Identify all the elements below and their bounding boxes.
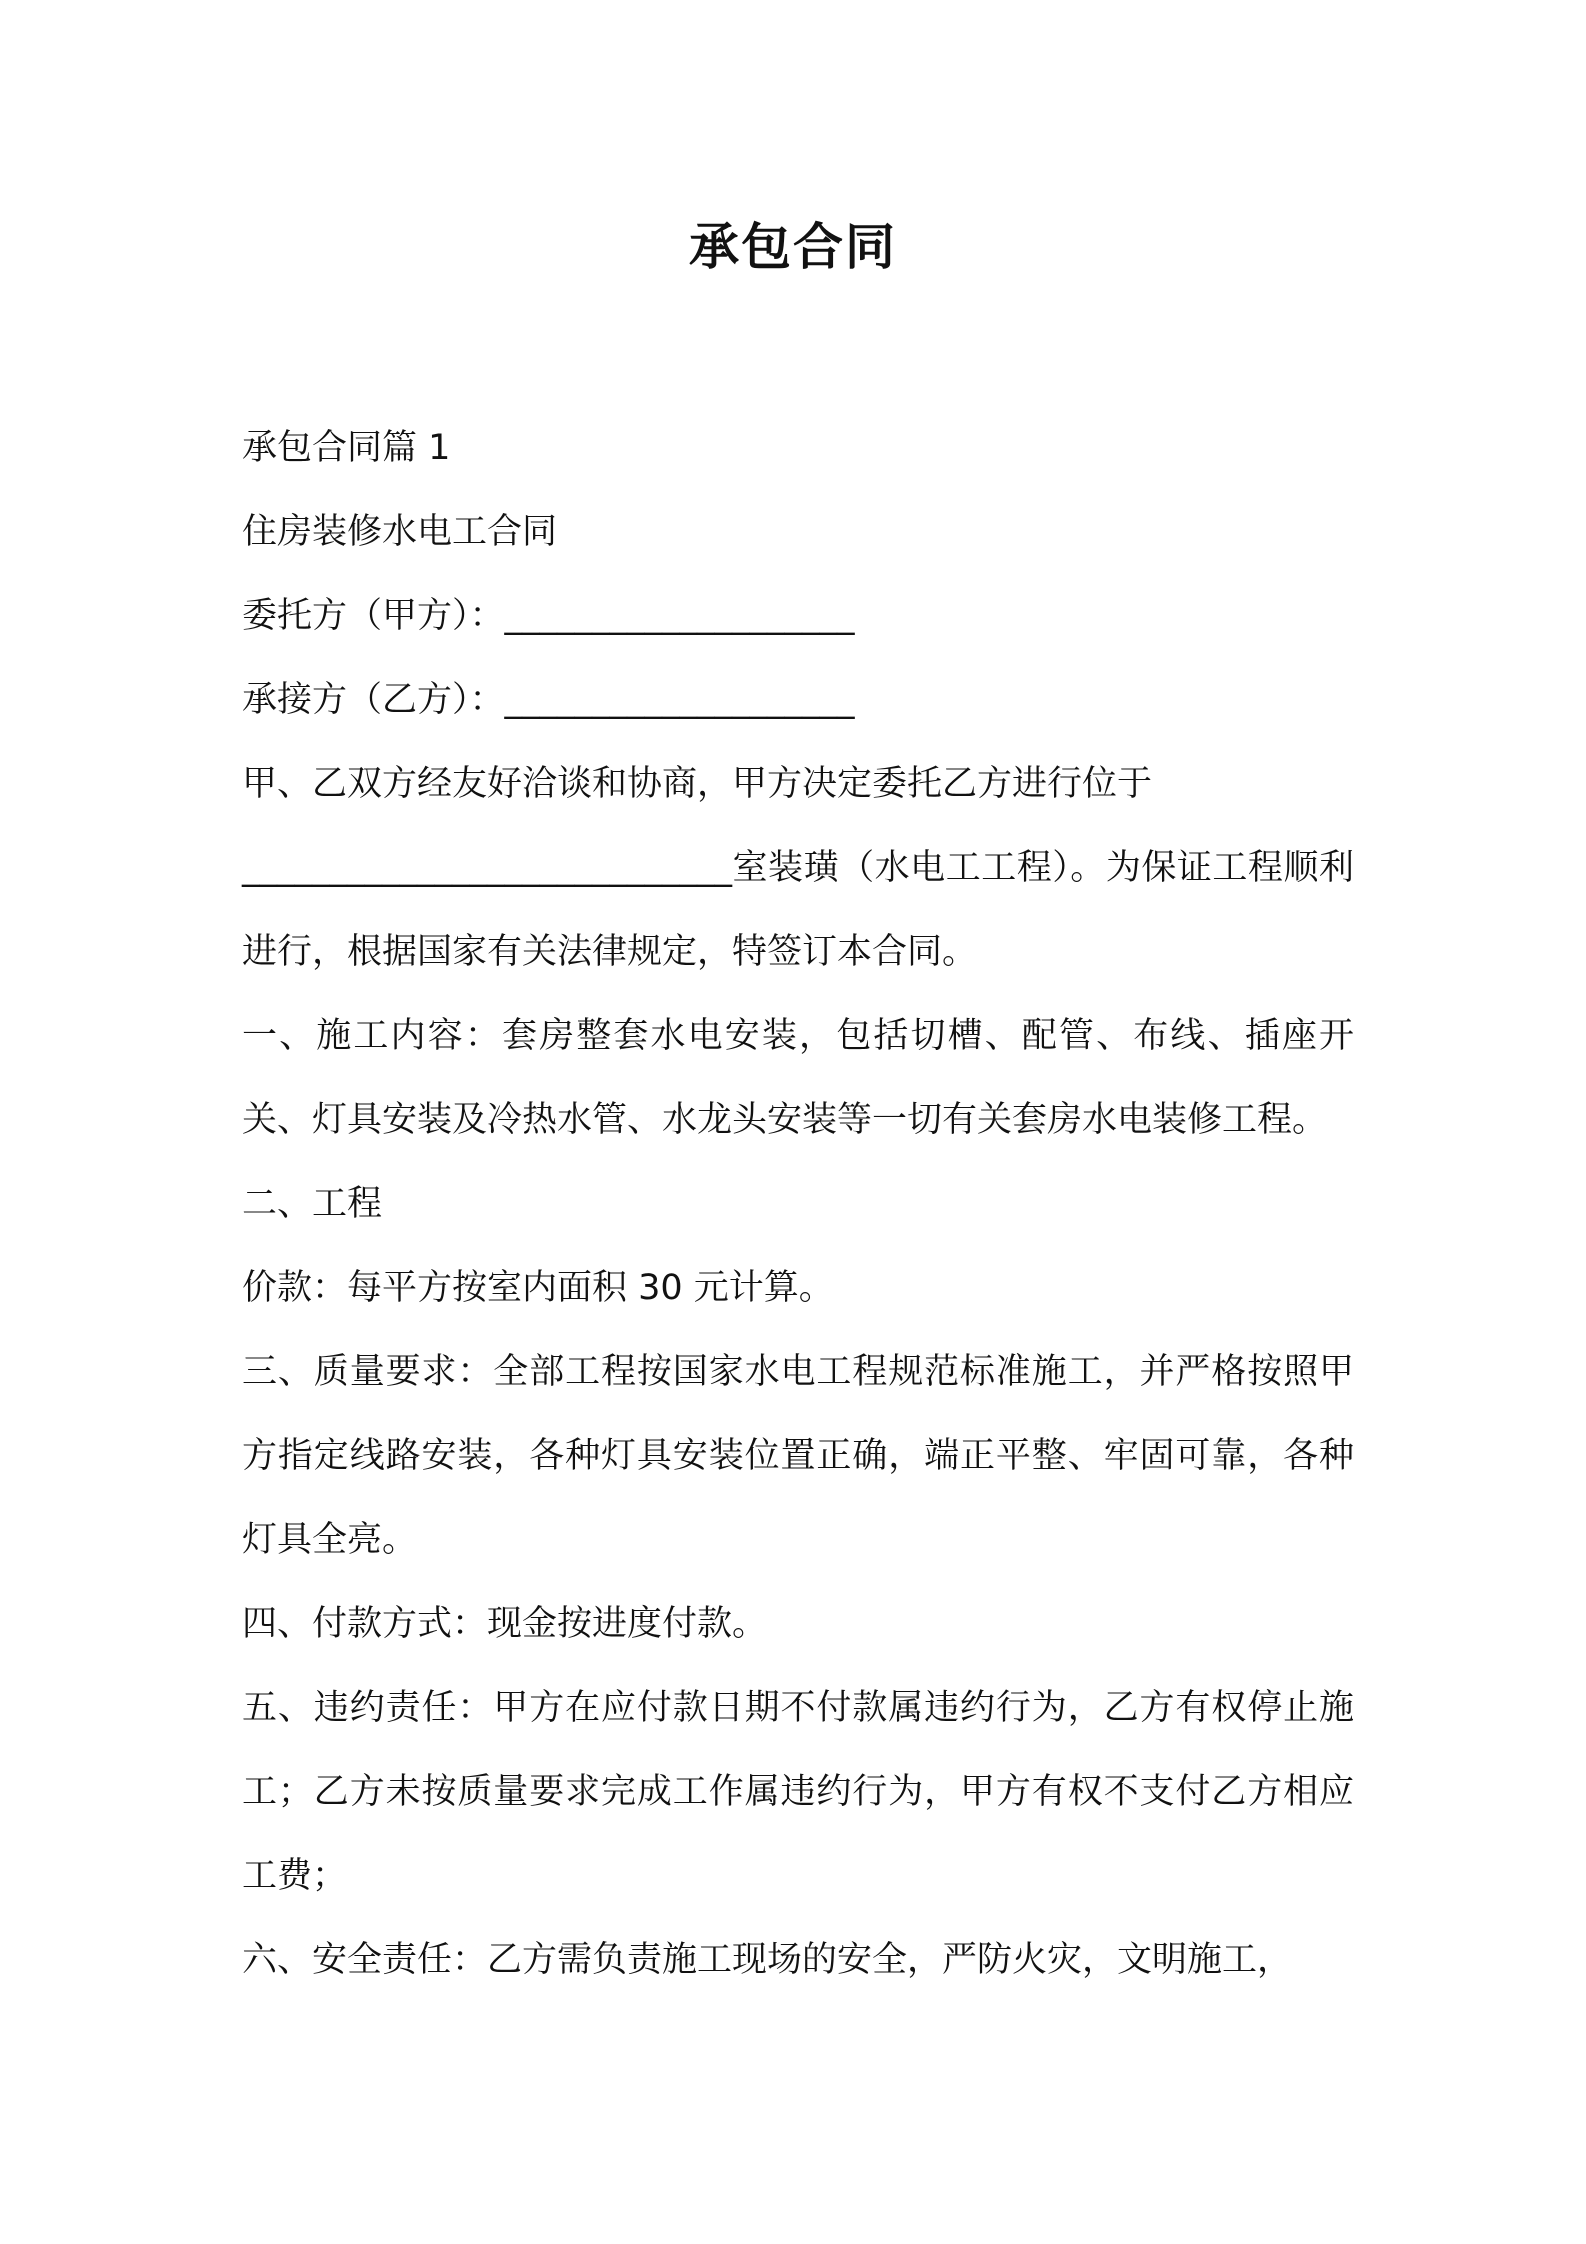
clause-construction-content: 一、施工内容：套房整套水电安装，包括切槽、配管、布线、插座开关、灯具安装及冷热水管、水龙头安装等一切有关套房水电装修工程。 (242, 1016, 1354, 1140)
contract-subtitle: 住房装修水电工合同 (242, 512, 558, 552)
clause-breach-liability: 五、违约责任：甲方在应付款日期不付款属违约行为，乙方有权停止施工；乙方未按质量要求完成工作属违约行为，甲方有权不支付乙方相应工费； (242, 1688, 1354, 1896)
section-heading: 承包合同篇 1 (242, 428, 451, 468)
party-a-line: 委托方（甲方）：____________________ (242, 596, 855, 636)
clause-quality-requirements: 三、质量要求：全部工程按国家水电工程规范标准施工，并严格按照甲方指定线路安装，各种灯具安装位置正确，端正平整、牢固可靠，各种灯具全亮。 (242, 1352, 1354, 1560)
intro-paragraph: 甲、乙双方经友好洽谈和协商，甲方决定委托乙方进行位于 (242, 764, 1153, 804)
clause-safety-responsibility: 六、安全责任：乙方需负责施工现场的安全，严防火灾，文明施工， (242, 1940, 1293, 1980)
document-body (242, 406, 1354, 2002)
clause-project-heading: 二、工程 (242, 1184, 383, 1224)
document-title: 承包合同 (689, 218, 897, 276)
clause-payment-method: 四、付款方式：现金按进度付款。 (242, 1604, 768, 1644)
intro-location-paragraph: ____________________________室装璜（水电工工程）。为保证工程顺利进行，根据国家有关法律规定，特签订本合同。 (242, 848, 1354, 972)
party-b-line: 承接方（乙方）：____________________ (242, 680, 855, 720)
clause-price: 价款：每平方按室内面积 30 元计算。 (242, 1268, 834, 1308)
